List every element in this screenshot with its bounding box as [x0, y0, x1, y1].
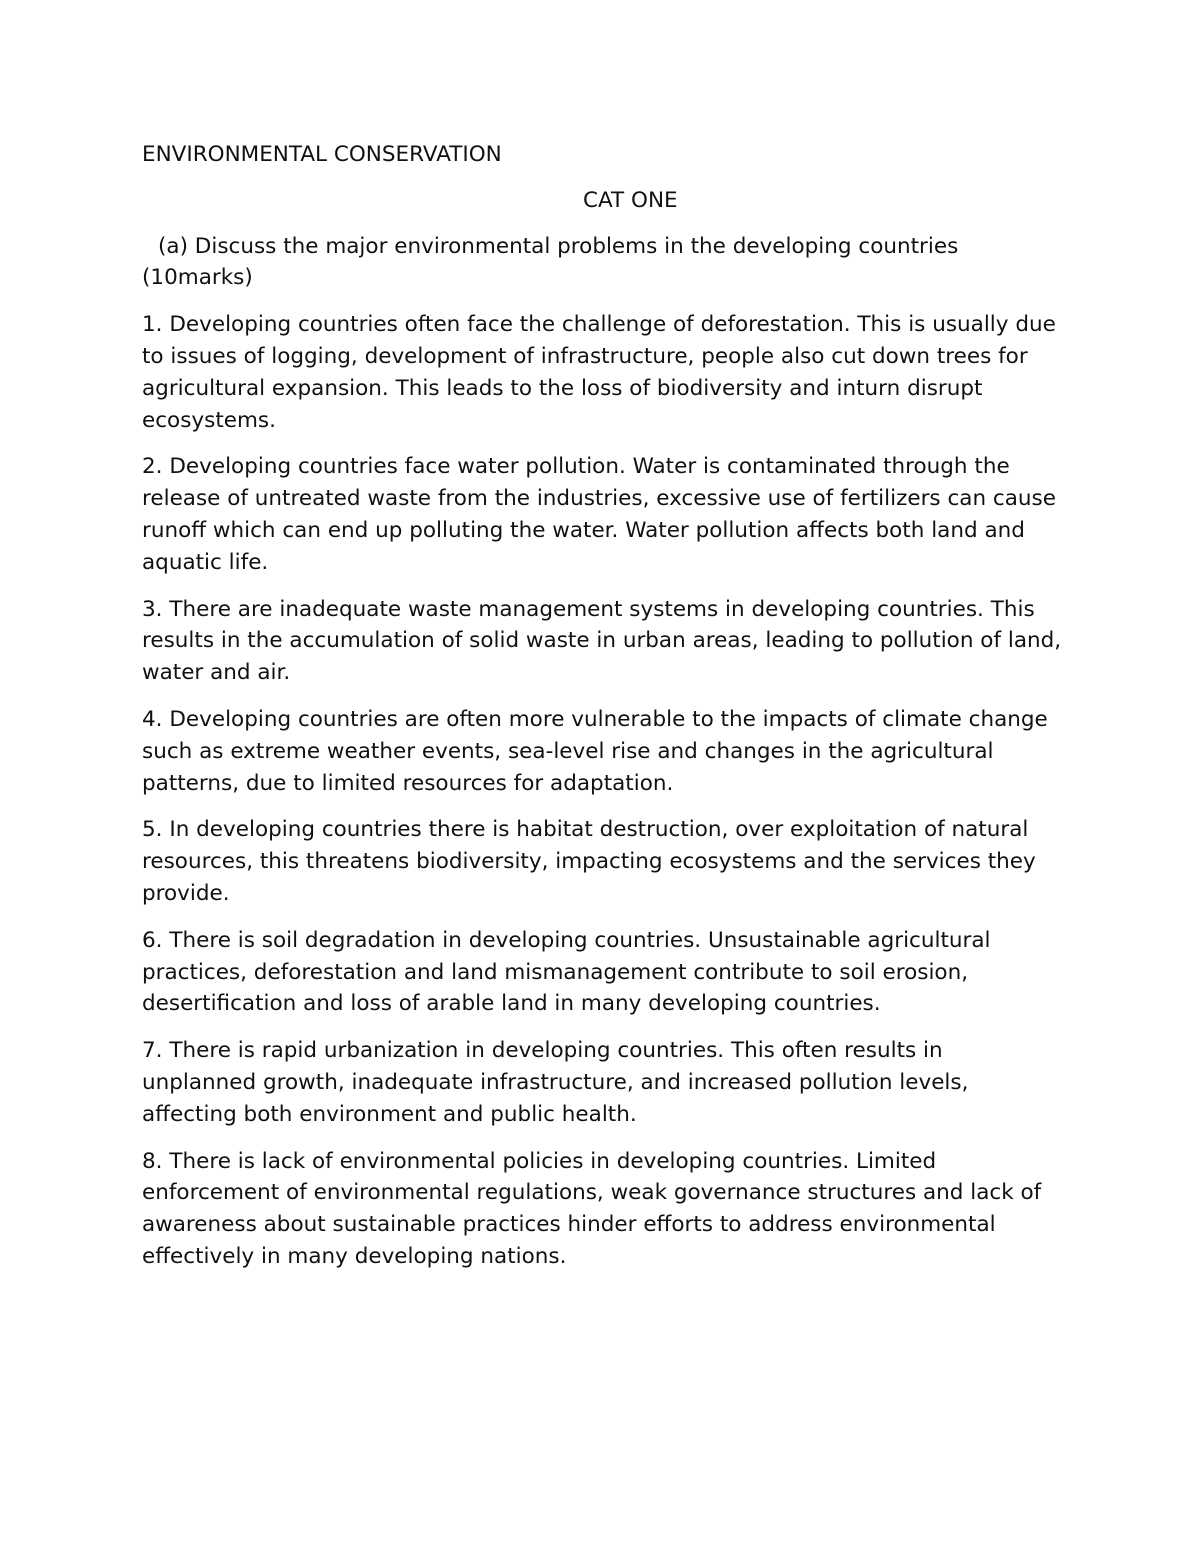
- answer-paragraph-1: 1. Developing countries often face the challenge of deforestation. This is usually due to issues of logging, development of infrastructure, people also cut down trees for agricultural expansion. This leads to the loss of biodiversity and inturn disrupt ecosystems.: [142, 312, 1056, 433]
- document-body: [142, 139, 1062, 1288]
- answer-paragraph-5: 5. In developing countries there is habitat destruction, over exploitation of natural resources, this threatens biodiversity, impacting ecosystems and the services they provide.: [142, 817, 1036, 906]
- answer-paragraph-7: 7. There is rapid urbanization in developing countries. This often results in unplanned growth, inadequate infrastructure, and increased pollution levels, affecting both environment and public health.: [142, 1038, 969, 1127]
- document-title: ENVIRONMENTAL CONSERVATION: [142, 142, 502, 167]
- answer-paragraph-6: 6. There is soil degradation in developing countries. Unsustainable agricultural practices, deforestation and land mismanagement contribute to soil erosion, desertification and loss of arable land in many developing countries.: [142, 927, 991, 1017]
- question-marks: (10marks): [142, 265, 253, 291]
- answer-paragraph-3: 3. There are inadequate waste management systems in developing countries. This results in the accumulation of solid waste in urban areas, leading to pollution of land, water and air.: [142, 596, 1062, 686]
- question-text: (a) Discuss the major environmental problems in the developing countries: [158, 233, 959, 259]
- document-subtitle: CAT ONE: [583, 187, 678, 213]
- answer-paragraph-4: 4. Developing countries are often more vulnerable to the impacts of climate change such as extreme weather events, sea-level rise and changes in the agricultural patterns, due to limited resources for adaptation.: [142, 706, 1048, 796]
- question-prompt: [142, 231, 1062, 295]
- answer-paragraph-8: 8. There is lack of environmental policies in developing countries. Limited enforcement of environmental regulations, weak governance structures and lack of awareness about sustainable practices hinder efforts to address environmental effectively in many developing nations.: [142, 1148, 1042, 1269]
- answer-paragraph-2: 2. Developing countries face water pollution. Water is contaminated through the release of untreated waste from the industries, excessive use of fertilizers can cause runoff which can end up polluting the water. Water pollution affects both land and aquatic life.: [142, 454, 1056, 575]
